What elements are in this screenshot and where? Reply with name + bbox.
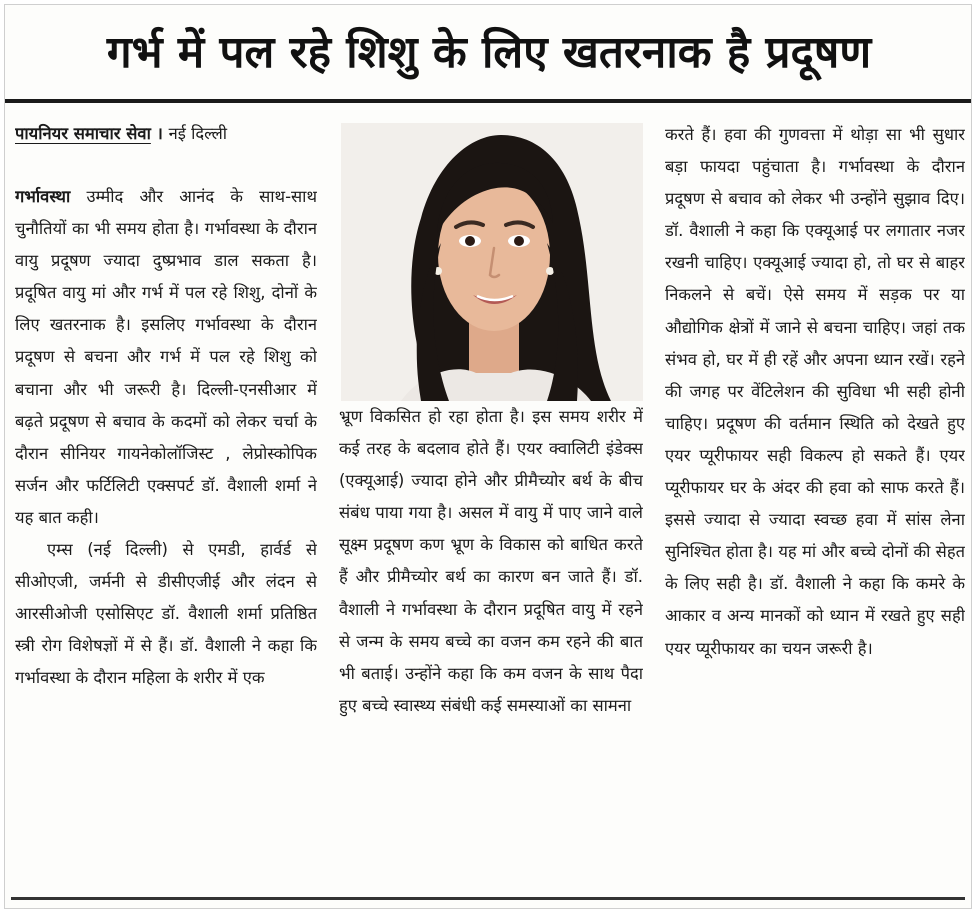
byline-agency: पायनियर समाचार सेवा: [15, 124, 151, 143]
byline-separator: ।: [156, 124, 163, 143]
paragraph-2-part-2: भ्रूण विकसित हो रहा होता है। इस समय शरीर में कई तरह के बदलाव होते हैं। एयर क्वालिटी इंडेक्स (एक्यूआई) ज्यादा होने और प्रीमैच्योर बर्थ के बीच संबंध पाया गया है। असल में वायु में पाए जाने वाले सूक्ष्म प्रदूषण कण भ्रूण के विकास को बाधित करते हैं और प्रीमैच्योर बर्थ का कारण बन जाते हैं। डॉ. वैशाली ने गर्भावस्था के दौरान प्रदूषित वायु में रहने से जन्म के समय बच्चे का वजन कम रहने की बात भी बताई। उन्होंने कहा कि कम वजन के साथ पैदा हुए बच्चे स्वास्थ्य संबंधी कई समस्याओं का सामना: [339, 407, 643, 715]
headline-rule: [5, 99, 971, 103]
paragraph-1-text: उम्मीद और आनंद के साथ-साथ चुनौतियों का भी समय होता है। गर्भावस्था के दौरान वायु प्रदूषण ज्यादा दुष्प्रभाव डाल सकता है। प्रदूषित वायु मां और गर्भ में पल रहे शिशु, दोनों के लिए खतरनाक है। इसलिए गर्भावस्था के दौरान प्रदूषण से बचना और गर्भ में पल रहे शिशु को बचाना और भी जरूरी है। दिल्ली-एनसीआर में बढ़ते प्रदूषण से बचाव के कदमों को लेकर चर्चा के दौरान सीनियर गायनेकोलॉजिस्ट , लेप्रोस्कोपिक सर्जन और फर्टिलिटी एक्सपर्ट डॉ. वैशाली शर्मा ने यह बात कही।: [15, 187, 317, 527]
column-2: [339, 401, 643, 891]
portrait-photo: [341, 123, 643, 401]
byline: [15, 117, 317, 151]
column-1: [15, 117, 317, 892]
newspaper-clipping: [4, 4, 972, 909]
portrait-photo-icon: [341, 123, 643, 401]
footer-rule: [11, 897, 965, 900]
paragraph-2-part-3: करते हैं। हवा की गुणवत्ता में थोड़ा सा भी सुधार बड़ा फायदा पहुंचाता है। गर्भावस्था के दौरान प्रदूषण से बचाव को लेकर भी उन्होंने सुझाव दिए। डॉ. वैशाली ने कहा कि एक्यूआई पर लगातार नजर रखनी चाहिए। एक्यूआई ज्यादा हो, तो घर से बाहर निकलने से बचें। ऐसे समय में सड़क पर या औद्योगिक क्षेत्रों में जाने से बचना चाहिए। जहां तक संभव हो, घर में ही रहें और अपना ध्यान रखें। रहने की जगह पर वेंटिलेशन की सुविधा भी सही होनी चाहिए। प्रदूषण की वर्तमान स्थिति को देखते हुए एयर प्यूरीफायर सही विकल्प हो सकते हैं। एयर प्यूरीफायर घर के अंदर की हवा को साफ करते हैं। इससे ज्यादा से ज्यादा स्वच्छ हवा में सांस लेना सुनिश्चित होता है। यह मां और बच्चे दोनों की सेहत के लिए सही है। डॉ. वैशाली ने कहा कि कमरे के आकार व अन्य मानकों को ध्यान में रखते हुए सही एयर प्यूरीफायर का चयन जरूरी है।: [665, 125, 965, 658]
paragraph-1: [15, 181, 317, 534]
column-3: [665, 119, 965, 891]
byline-place: नई दिल्ली: [168, 124, 228, 143]
paragraph-2-part-1: एम्स (नई दिल्ली) से एमडी, हार्वर्ड से सीओएजी, जर्मनी से डीसीएजीई और लंदन से आरसीओजी एसोसिएट डॉ. वैशाली शर्मा प्रतिष्ठित स्त्री रोग विशेषज्ञों में से हैं। डॉ. वैशाली ने कहा कि गर्भावस्था के दौरान महिला के शरीर में एक: [15, 540, 317, 688]
lead-word: गर्भावस्था: [15, 187, 71, 206]
headline: गर्भ में पल रहे शिशु के लिए खतरनाक है प्रदूषण: [106, 27, 872, 78]
